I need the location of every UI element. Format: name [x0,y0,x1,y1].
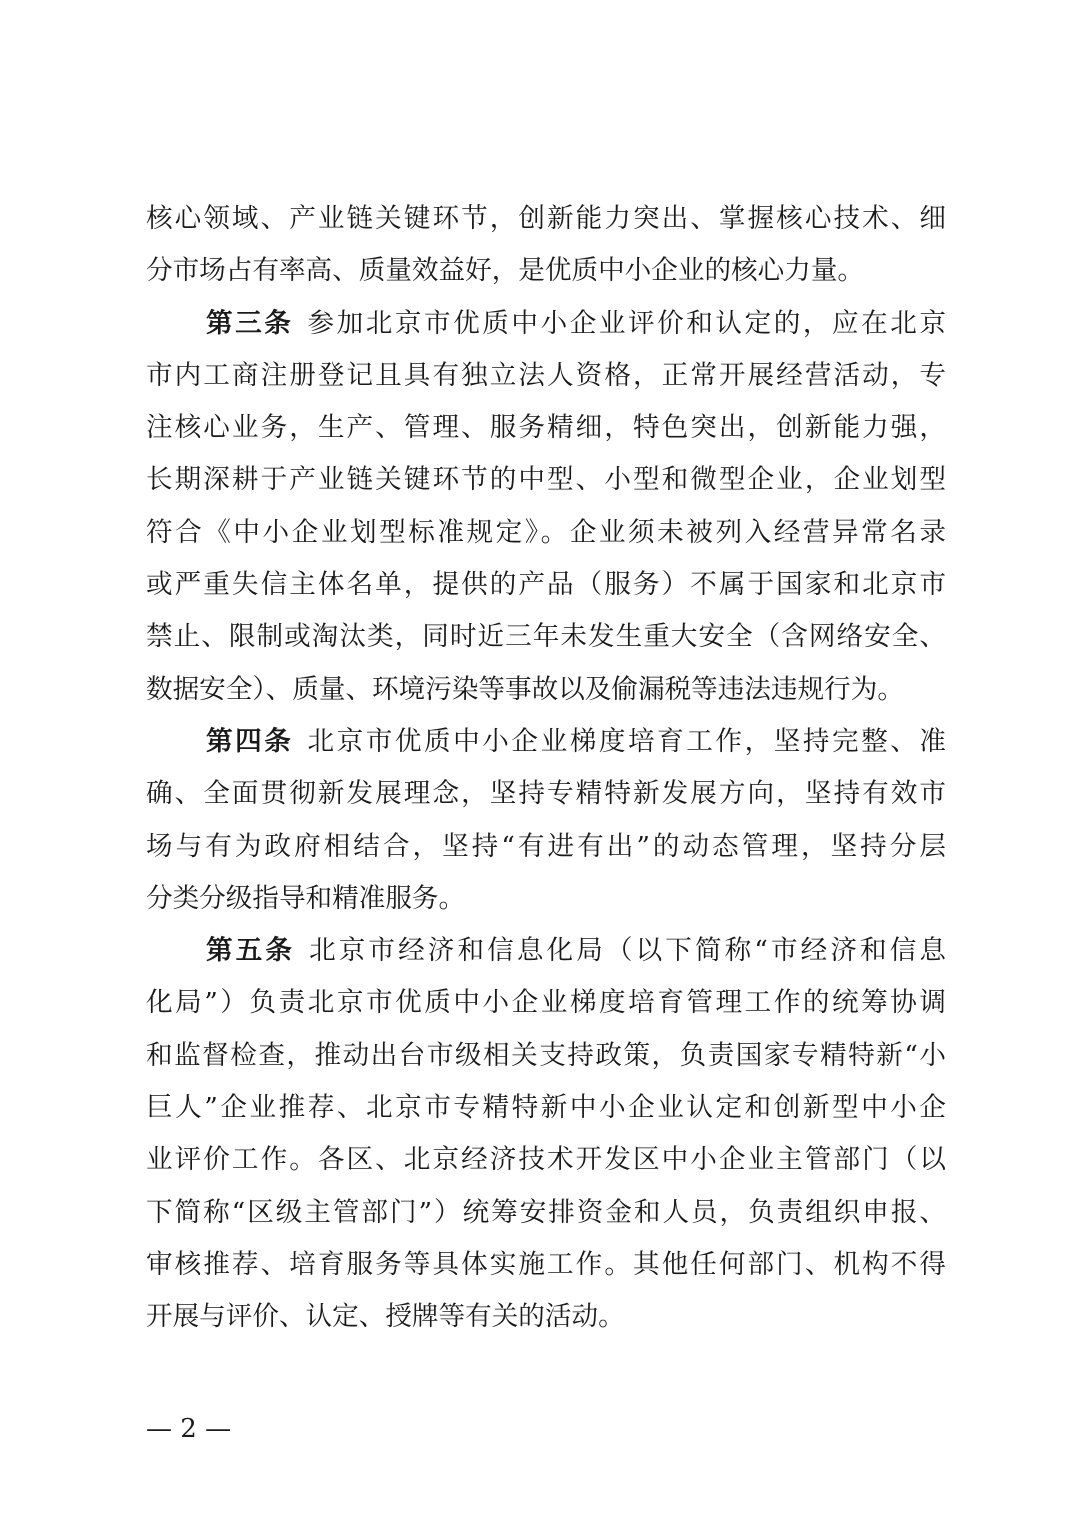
article-3 [146,298,946,716]
text-line: 确、全面贯彻新发展理念，坚持专精特新发展方向，坚持有效市 [146,778,946,810]
text-line: 数据安全）、质量、环境污染等事故以及偷漏税等违法违规行为。 [146,673,904,705]
text-line: 和监督检查，推动出台市级相关支持政策，负责国家专精特新“小 [146,1039,946,1071]
text-line: 下简称“区级主管部门”）统筹安排资金和人员，负责组织申报、 [146,1196,946,1228]
article-text: 北京市经济和信息化局（以下简称“市经济和信息 [309,935,946,967]
paragraph-continuation [146,193,946,298]
text-line: 或严重失信主体名单，提供的产品（服务）不属于国家和北京市 [146,569,946,601]
text-line: 分类分级指导和精准服务。 [146,882,466,914]
text-line: 审核推荐、培育服务等具体实施工作。其他任何部门、机构不得 [146,1248,946,1280]
text-line: 场与有为政府相结合，坚持“有进有出”的动态管理，坚持分层 [146,830,946,862]
page-number: — 2 — [146,1414,232,1444]
text-line: 巨人”企业推荐、北京市专精特新中小企业认定和创新型中小企 [146,1092,946,1124]
text-line: 分市场占有率高、质量效益好，是优质中小企业的核心力量。 [146,255,865,287]
text-line [146,716,946,768]
text-line: 核心领域、产业链关键环节，创新能力突出、掌握核心技术、细 [146,203,946,234]
article-label: 第四条 [206,725,294,757]
article-label: 第三条 [206,307,294,339]
article-text: 参加北京市优质中小企业评价和认定的，应在北京 [307,307,947,339]
text-line [146,925,946,977]
text-line: 市内工商注册登记且具有独立法人资格，正常开展经营活动，专 [146,359,946,391]
text-line [146,298,946,350]
text-line: 开展与评价、认定、授牌等有关的活动。 [146,1301,625,1333]
article-text: 北京市优质中小企业梯度培育工作，坚持完整、准 [307,725,947,757]
document-body [146,193,946,1344]
article-label: 第五条 [206,935,296,967]
text-line: 业评价工作。各区、北京经济技术开发区中小企业主管部门（以 [146,1144,946,1176]
text-line: 注核心业务，生产、管理、服务精细，特色突出，创新能力强， [146,412,946,444]
text-line: 化局”）负责北京市优质中小企业梯度培育管理工作的统筹协调 [146,987,946,1019]
text-line: 长期深耕于产业链关键环节的中型、小型和微型企业，企业划型 [146,464,946,496]
text-line: 符合《中小企业划型标准规定》。企业须未被列入经营异常名录 [146,516,946,548]
article-4 [146,716,946,925]
text-line: 禁止、限制或淘汰类，同时近三年未发生重大安全（含网络安全、 [146,621,946,653]
article-5 [146,925,946,1343]
